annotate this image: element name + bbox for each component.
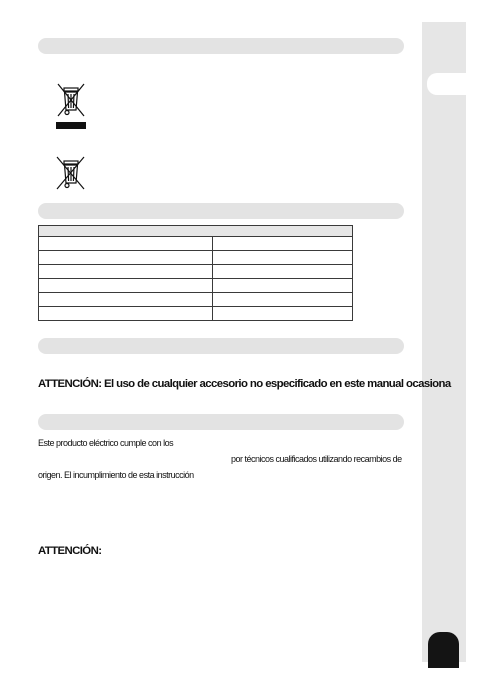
table-cell bbox=[39, 307, 213, 321]
section-header-specifications bbox=[38, 203, 404, 219]
table-cell bbox=[213, 265, 353, 279]
final-warning-label: ATTENCIÓN: bbox=[38, 545, 102, 557]
side-strip bbox=[422, 22, 466, 662]
table-row bbox=[39, 307, 353, 321]
section-header-disposal bbox=[38, 38, 404, 54]
section-header-repair bbox=[38, 414, 404, 430]
table-row bbox=[39, 279, 353, 293]
specifications-table bbox=[38, 225, 353, 321]
table-header-row bbox=[39, 226, 353, 237]
table-cell bbox=[213, 293, 353, 307]
table-row bbox=[39, 265, 353, 279]
table-cell bbox=[213, 237, 353, 251]
accessory-warning: ATTENCIÓN: El uso de cualquier accesorio no especificado en este manual ocasiona bbox=[38, 378, 451, 390]
table-cell bbox=[39, 279, 213, 293]
table-cell bbox=[39, 237, 213, 251]
table-row bbox=[39, 293, 353, 307]
table-cell bbox=[39, 293, 213, 307]
repair-text-line-2: por técnicos cualificados utilizando recambios de bbox=[231, 454, 402, 464]
table-cell bbox=[213, 279, 353, 293]
side-page-tab bbox=[428, 632, 459, 668]
crossed-bin-icon bbox=[55, 156, 86, 190]
table-row bbox=[39, 251, 353, 265]
table-row bbox=[39, 237, 353, 251]
repair-text-line-3: origen. El incumplimiento de esta instrucción bbox=[38, 470, 194, 480]
table-cell bbox=[39, 265, 213, 279]
side-language-tab bbox=[427, 73, 466, 95]
table-cell bbox=[213, 307, 353, 321]
repair-text-line-1: Este producto eléctrico cumple con los bbox=[38, 438, 174, 448]
crossed-bin-with-bar-icon bbox=[56, 82, 86, 130]
table-cell bbox=[39, 251, 213, 265]
table-cell bbox=[213, 251, 353, 265]
section-header-accessories bbox=[38, 338, 404, 354]
